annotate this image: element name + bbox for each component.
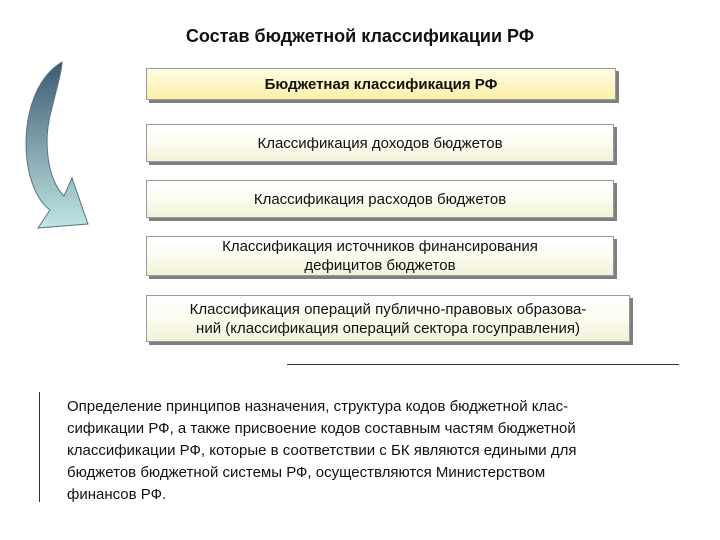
deficit-financing-label-line-1: Классификация источников финансирования xyxy=(222,238,538,255)
budget-classification-label: Бюджетная классификация РФ xyxy=(264,75,498,93)
horizontal-divider xyxy=(287,364,679,365)
public-legal-operations-label-line-2: ний (классификация операций сектора госуправления) xyxy=(196,319,580,337)
deficit-financing-classification-box xyxy=(146,236,614,276)
paragraph-line-2: сификации РФ, а также присвоение кодов составным частям бюджетной xyxy=(67,420,576,437)
public-legal-operations-classification-box xyxy=(146,295,630,342)
revenue-classification-box xyxy=(146,124,614,162)
budget-classification-box xyxy=(146,68,616,100)
paragraph-line-4: бюджетов бюджетной системы РФ, осуществляются Министерством xyxy=(67,464,546,481)
revenue-classification-label: Классификация доходов бюджетов xyxy=(257,134,503,152)
paragraph-line-1: Определение принципов назначения, структура кодов бюджетной клас- xyxy=(67,398,569,415)
public-legal-operations-label-line-1: Классификация операций публично-правовых образова- xyxy=(189,300,587,318)
expense-classification-box xyxy=(146,180,614,218)
diagram-title: Состав бюджетной классификации РФ xyxy=(185,26,535,46)
vertical-divider xyxy=(39,392,40,502)
paragraph-line-3: классификации РФ, которые в соответствии с БК являются едиными для xyxy=(67,442,577,459)
expense-classification-label: Классификация расходов бюджетов xyxy=(253,190,507,208)
curved-arrow-icon xyxy=(18,60,108,260)
paragraph-line-5: финансов РФ. xyxy=(67,486,167,503)
definition-paragraph xyxy=(67,396,687,506)
deficit-financing-label-line-2: дефицитов бюджетов xyxy=(304,257,456,274)
